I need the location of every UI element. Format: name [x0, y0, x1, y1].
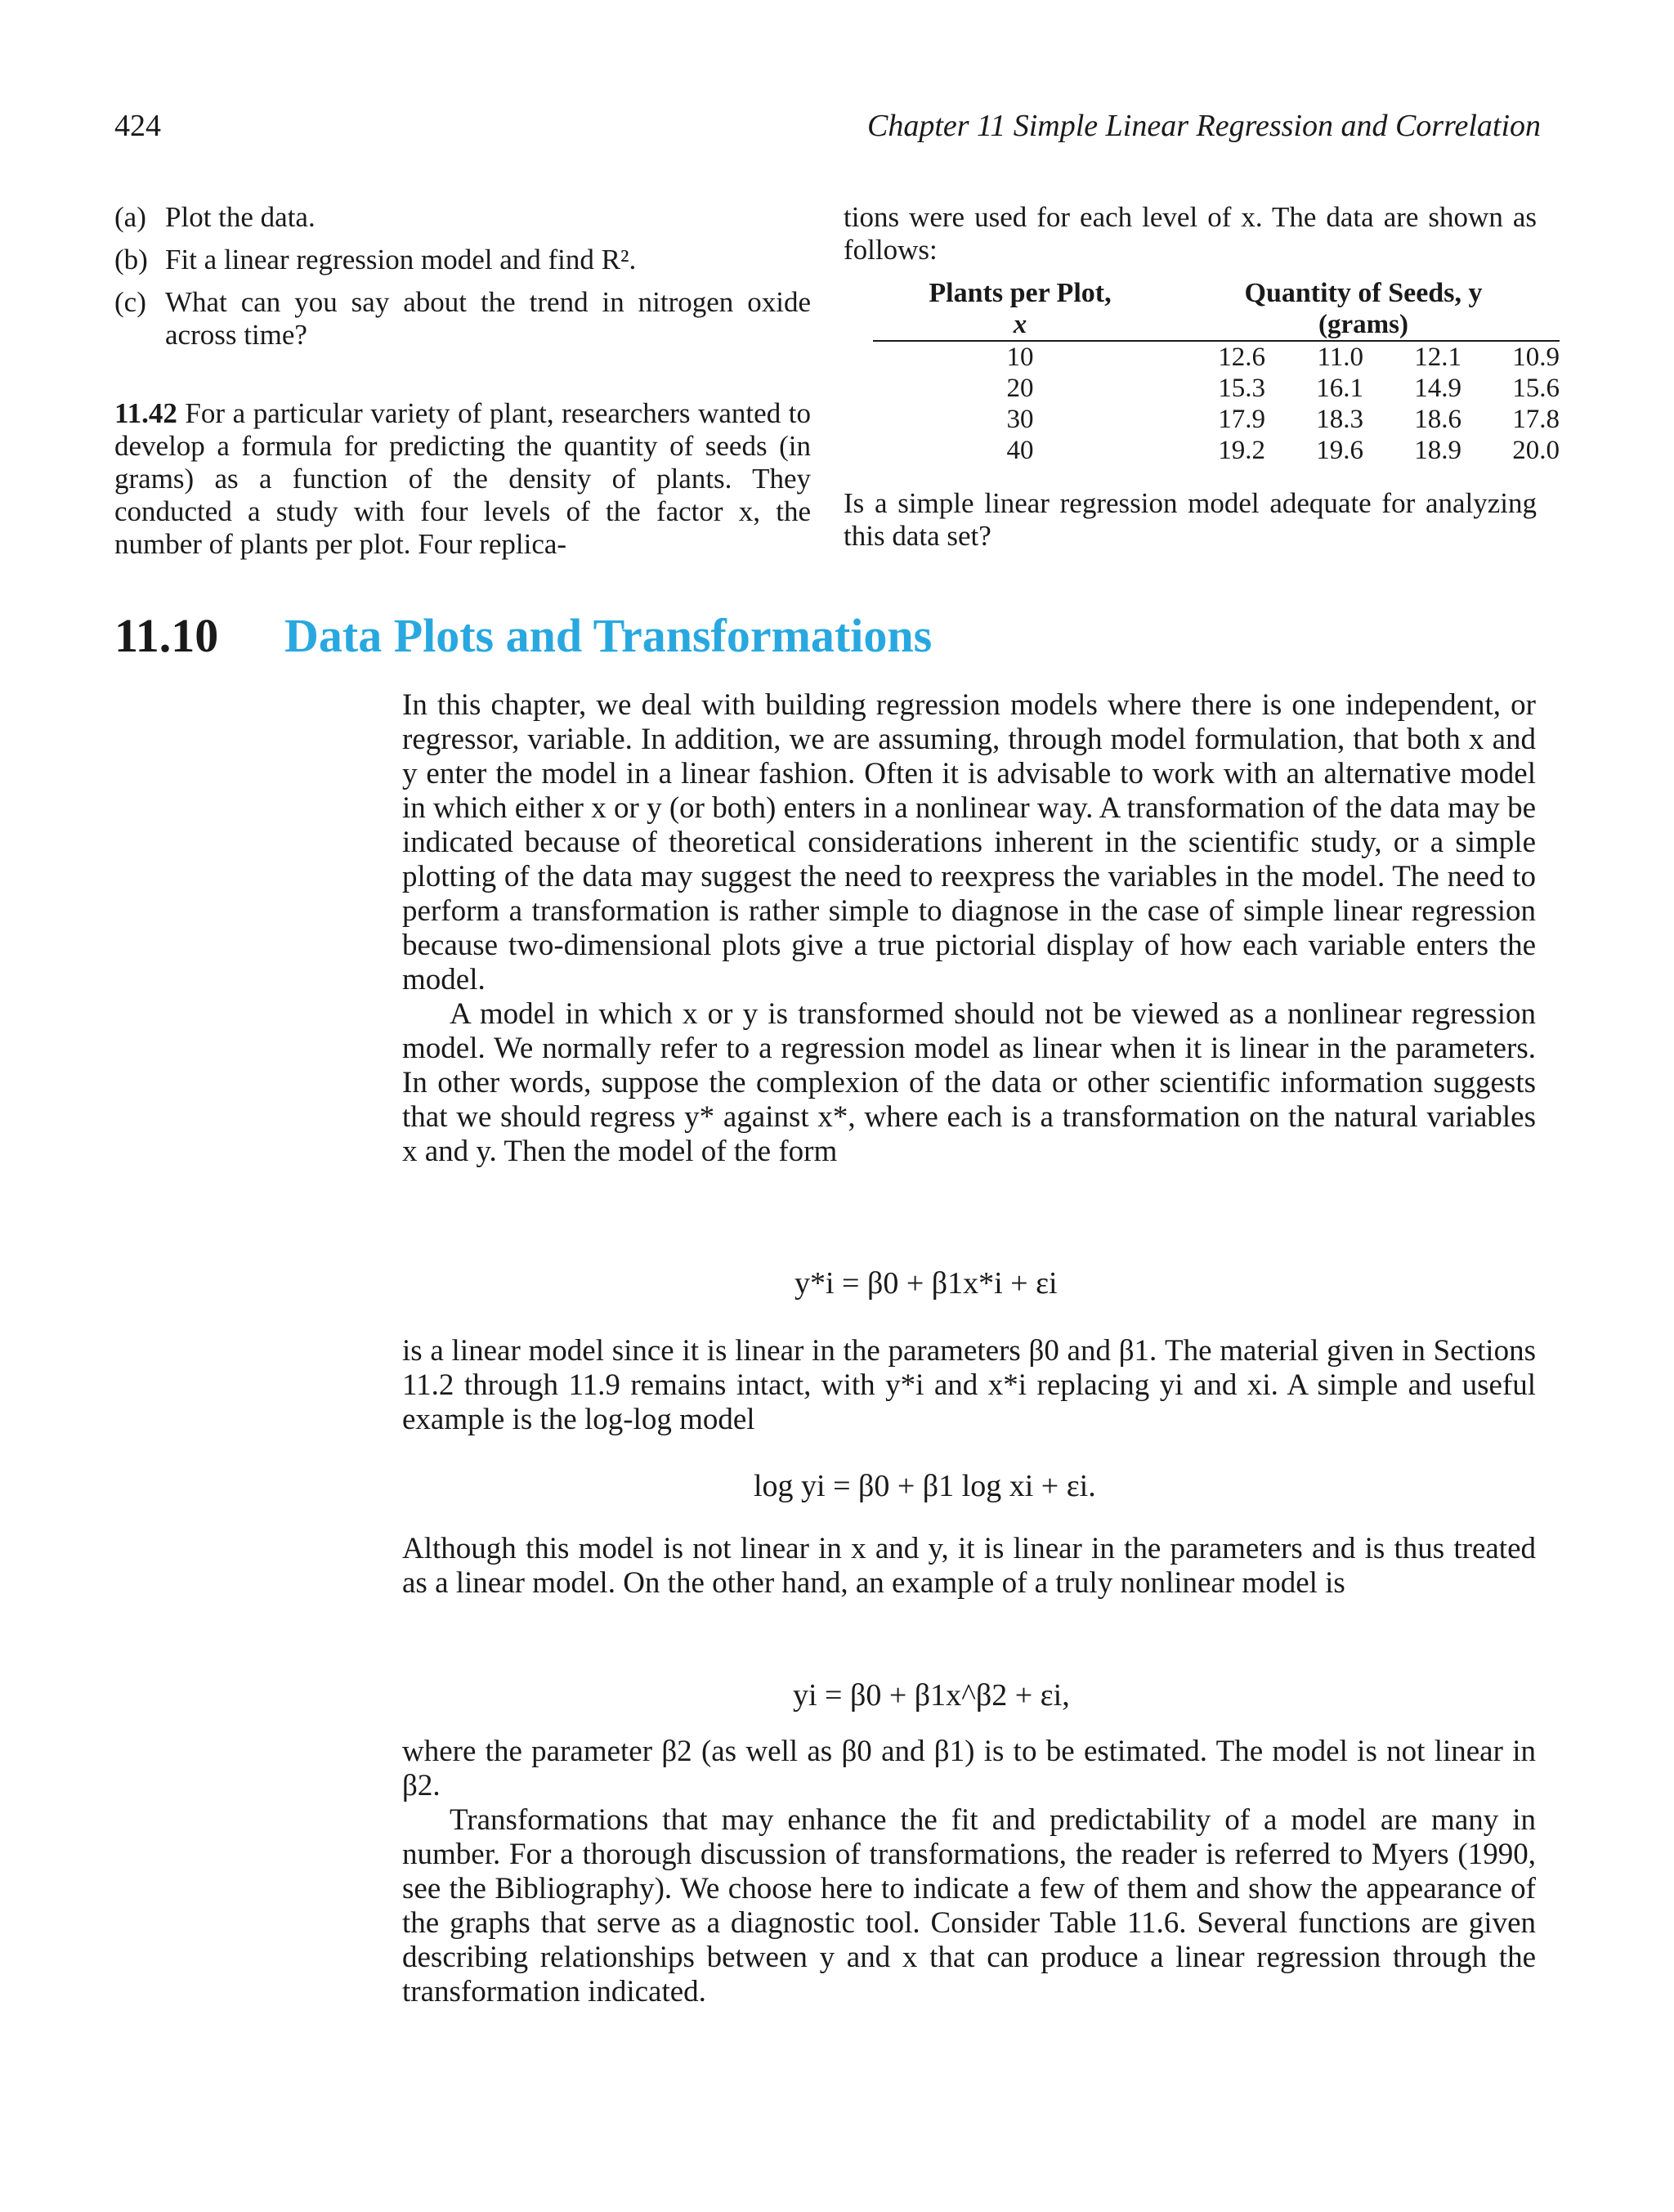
table-row [873, 341, 1560, 373]
paragraph: Although this model is not linear in x and y, it is linear in the parameters and is thus treated as a linear model. On the other hand, an example of a truly nonlinear model is [402, 1532, 1536, 1600]
seed-data-table [873, 278, 1560, 466]
equation-log-log: log yi = β0 + β1 log xi + εi. [754, 1469, 1096, 1503]
cell-x: 20 [1006, 374, 1034, 403]
left-column [114, 201, 811, 561]
col-header-plants: Plants per Plot, [929, 278, 1112, 308]
table-row [873, 435, 1560, 466]
equation-nonlinear: yi = β0 + β1x^β2 + εi, [793, 1678, 1070, 1713]
cell-y: 12.1 [1414, 343, 1461, 372]
table-row [873, 373, 1560, 404]
part-text: Plot the data. [165, 201, 316, 233]
cell-y: 12.6 [1218, 343, 1265, 372]
cell-y: 17.9 [1218, 405, 1265, 434]
cell-y: 18.3 [1316, 405, 1363, 434]
part-text: What can you say about the trend in nitrogen oxide across time? [165, 286, 811, 351]
equation-linear-transformed: y*i = β0 + β1x*i + εi [794, 1266, 1058, 1301]
exercise-text: For a particular variety of plant, researchers wanted to develop a formula for predicting the quantity of seeds (in grams) as a function of the density of plants. They conducted a study with four levels of the factor x, the number of plants per plot. Four replica- [114, 397, 811, 560]
section-body-2 [402, 1334, 1536, 1437]
exercise-part-a [114, 201, 811, 234]
exercise-number: 11.42 [114, 397, 177, 429]
table-row [873, 404, 1560, 435]
cell-y: 20.0 [1512, 436, 1560, 465]
page-number: 424 [114, 109, 161, 143]
cell-y: 15.6 [1512, 374, 1560, 403]
exercise-question: Is a simple linear regression model adequate for analyzing this data set? [844, 487, 1537, 552]
section-body-1 [402, 688, 1536, 1169]
right-column [844, 201, 1537, 266]
paragraph: is a linear model since it is linear in the parameters β0 and β1. The material given in Sections 11.2 through 11.9 remains intact, with y*i and x*i replacing yi and xi. A simple and useful example is the log-log model [402, 1334, 1536, 1436]
exercise-part-b [114, 244, 811, 276]
section-body-4 [402, 1735, 1536, 2009]
cell-y: 17.8 [1512, 405, 1560, 434]
chapter-header: Chapter 11 Simple Linear Regression and Correlation [866, 109, 1541, 143]
cell-x: 40 [1006, 436, 1034, 465]
exercise-part-c [114, 286, 811, 352]
cell-y: 14.9 [1414, 374, 1461, 403]
cell-y: 11.0 [1317, 343, 1363, 372]
part-text: Fit a linear regression model and find R². [165, 244, 637, 275]
paragraph: where the parameter β2 (as well as β0 and β1) is to be estimated. The model is not linear in β2. [402, 1735, 1536, 1802]
cell-y: 19.2 [1218, 436, 1265, 465]
paragraph: Transformations that may enhance the fit and predictability of a model are many in number. For a thorough discussion of transformations, the reader is referred to Myers (1990, see the Bibliography). We choose here to indicate a few of them and show the appearance of the graphs that serve as a diagnostic tool. Consider Table 11.6. Several functions are given describing relationships between y and x that can produce a linear regression through the transformation indicated. [402, 1803, 1536, 2008]
cell-y: 18.6 [1414, 405, 1461, 434]
cell-x: 10 [1006, 343, 1034, 372]
section-number: 11.10 [114, 609, 219, 662]
col-header-seeds: Quantity of Seeds, y [1244, 278, 1483, 308]
seed-data-table-wrap [873, 278, 1560, 466]
part-label: (b) [114, 244, 148, 275]
part-label: (c) [114, 286, 146, 318]
cell-y: 15.3 [1218, 374, 1265, 403]
paragraph: A model in which x or y is transformed should not be viewed as a nonlinear regression model. We normally refer to a regression model as linear when it is linear in the parameters. In other words, suppose the complexion of the data or other scientific information suggests that we should regress y* against x*, where each is a transformation on the natural variables x and y. Then the model of the form [402, 997, 1536, 1168]
cell-y: 16.1 [1316, 374, 1363, 403]
col-header-x: x [1013, 310, 1027, 339]
exercise-continuation: tions were used for each level of x. The data are shown as follows: [844, 201, 1537, 266]
paragraph: In this chapter, we deal with building regression models where there is one independent, or regressor, variable. In addition, we are assuming, through model formulation, that both x and y enter the model in a linear fashion. Often it is advisable to work with an alternative model in which either x or y (or both) enters in a nonlinear way. A transformation of the data may be indicated because of theoretical considerations inherent in the scientific study, or a simple plotting of the data may suggest the need to reexpress the variables in the model. The need to perform a transformation is rather simple to diagnose in the case of simple linear regression because two-dimensional plots give a true pictorial display of how each variable enters the model. [402, 688, 1536, 996]
exercise-11-42 [114, 397, 811, 561]
cell-y: 10.9 [1512, 343, 1560, 372]
part-label: (a) [114, 201, 146, 233]
cell-x: 30 [1006, 405, 1034, 434]
section-body-3 [402, 1532, 1536, 1601]
cell-y: 19.6 [1316, 436, 1363, 465]
section-title: Data Plots and Transformations [284, 609, 933, 662]
col-header-grams: (grams) [1318, 310, 1408, 339]
cell-y: 18.9 [1414, 436, 1461, 465]
